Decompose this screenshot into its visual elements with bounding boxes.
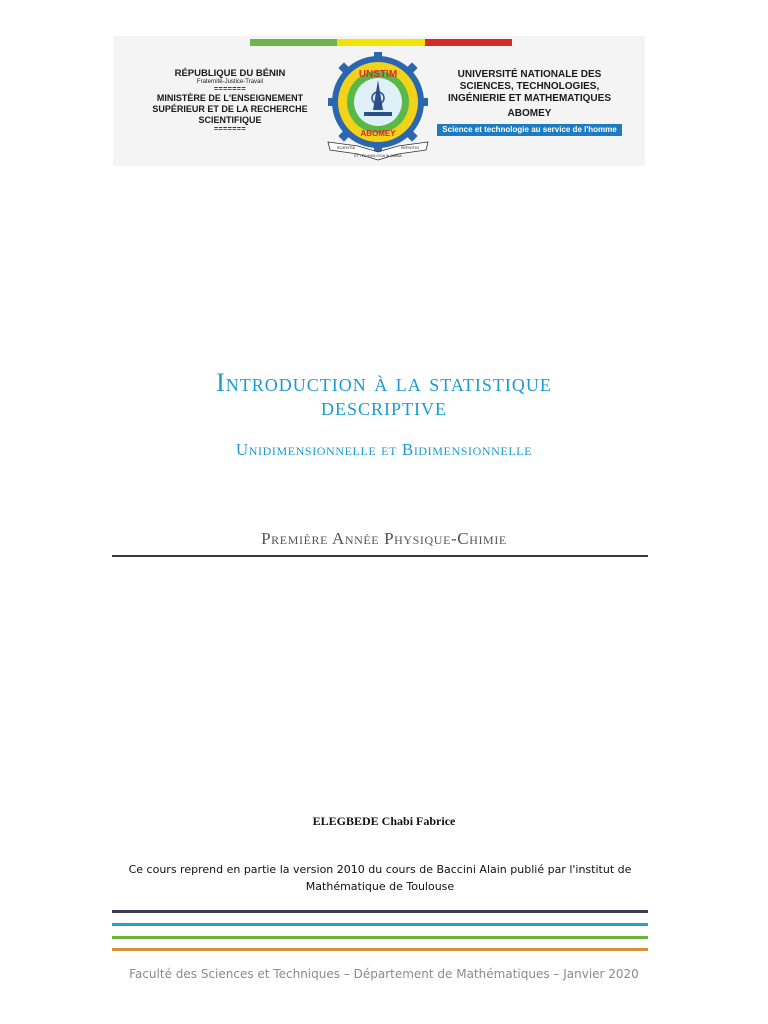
document-title-line-2: descriptive	[320, 392, 447, 421]
page-footer: Faculté des Sciences et Techniques – Département de Mathématiques – Janvier 2020	[129, 967, 639, 981]
document-title-line-1: Introduction à la statistique	[216, 368, 552, 397]
university-city: ABOMEY	[507, 108, 552, 119]
ribbon-bottom-text: ET TECHNOLOGIA IN OMNIA	[354, 154, 402, 158]
flag-stripe-green	[250, 39, 337, 46]
university-slogan: Science et technologie au service de l'homme	[437, 124, 622, 136]
university-line-1: UNIVERSITÉ NATIONALE DES	[457, 69, 602, 80]
separator-2: =======	[213, 126, 247, 133]
university-line-2: SCIENCES, TECHNOLOGIES,	[459, 81, 600, 92]
author-name: ELEGBEDE Chabi Fabrice	[312, 814, 456, 828]
flag-stripe-yellow	[337, 39, 425, 46]
university-emblem-icon	[318, 50, 438, 165]
emblem-top-text: UNSTIM	[358, 69, 398, 80]
title-divider	[112, 555, 648, 557]
university-line-3: INGÉNIERIE ET MATHEMATIQUES	[448, 93, 611, 104]
university-name-block	[437, 69, 622, 120]
footer-stripe-navy	[112, 910, 648, 913]
course-level: Première Année Physique-Chimie	[261, 529, 507, 548]
ministry-block	[140, 68, 320, 133]
ministry-line-1: MINISTÈRE DE L'ENSEIGNEMENT	[156, 93, 304, 103]
ribbon-right-text: SERVITIO	[400, 145, 420, 150]
ministry-line-2: SUPÉRIEUR ET DE LA RECHERCHE	[152, 104, 308, 114]
separator: =======	[213, 86, 247, 93]
flag-stripe-red	[425, 39, 512, 46]
document-subtitle: Unidimensionnelle et Bidimensionnelle	[235, 440, 533, 459]
emblem-bottom-text: ABOMEY	[360, 129, 396, 138]
country-motto: Fraternité-Justice-Travail	[196, 79, 264, 85]
footer-stripe-blue	[112, 923, 648, 926]
ministry-line-3: SCIENTIFIQUE	[198, 115, 262, 125]
ribbon-left-text: SCIENTIA	[336, 145, 356, 150]
footer-stripe-orange	[112, 948, 648, 951]
footer-stripe-green	[112, 936, 648, 939]
country-name: RÉPUBLIQUE DU BÉNIN	[174, 68, 286, 79]
course-note: Ce cours reprend en partie la version 2010 du cours de Baccini Alain publié par l'institut de Mathématique de Toulouse	[128, 863, 632, 893]
